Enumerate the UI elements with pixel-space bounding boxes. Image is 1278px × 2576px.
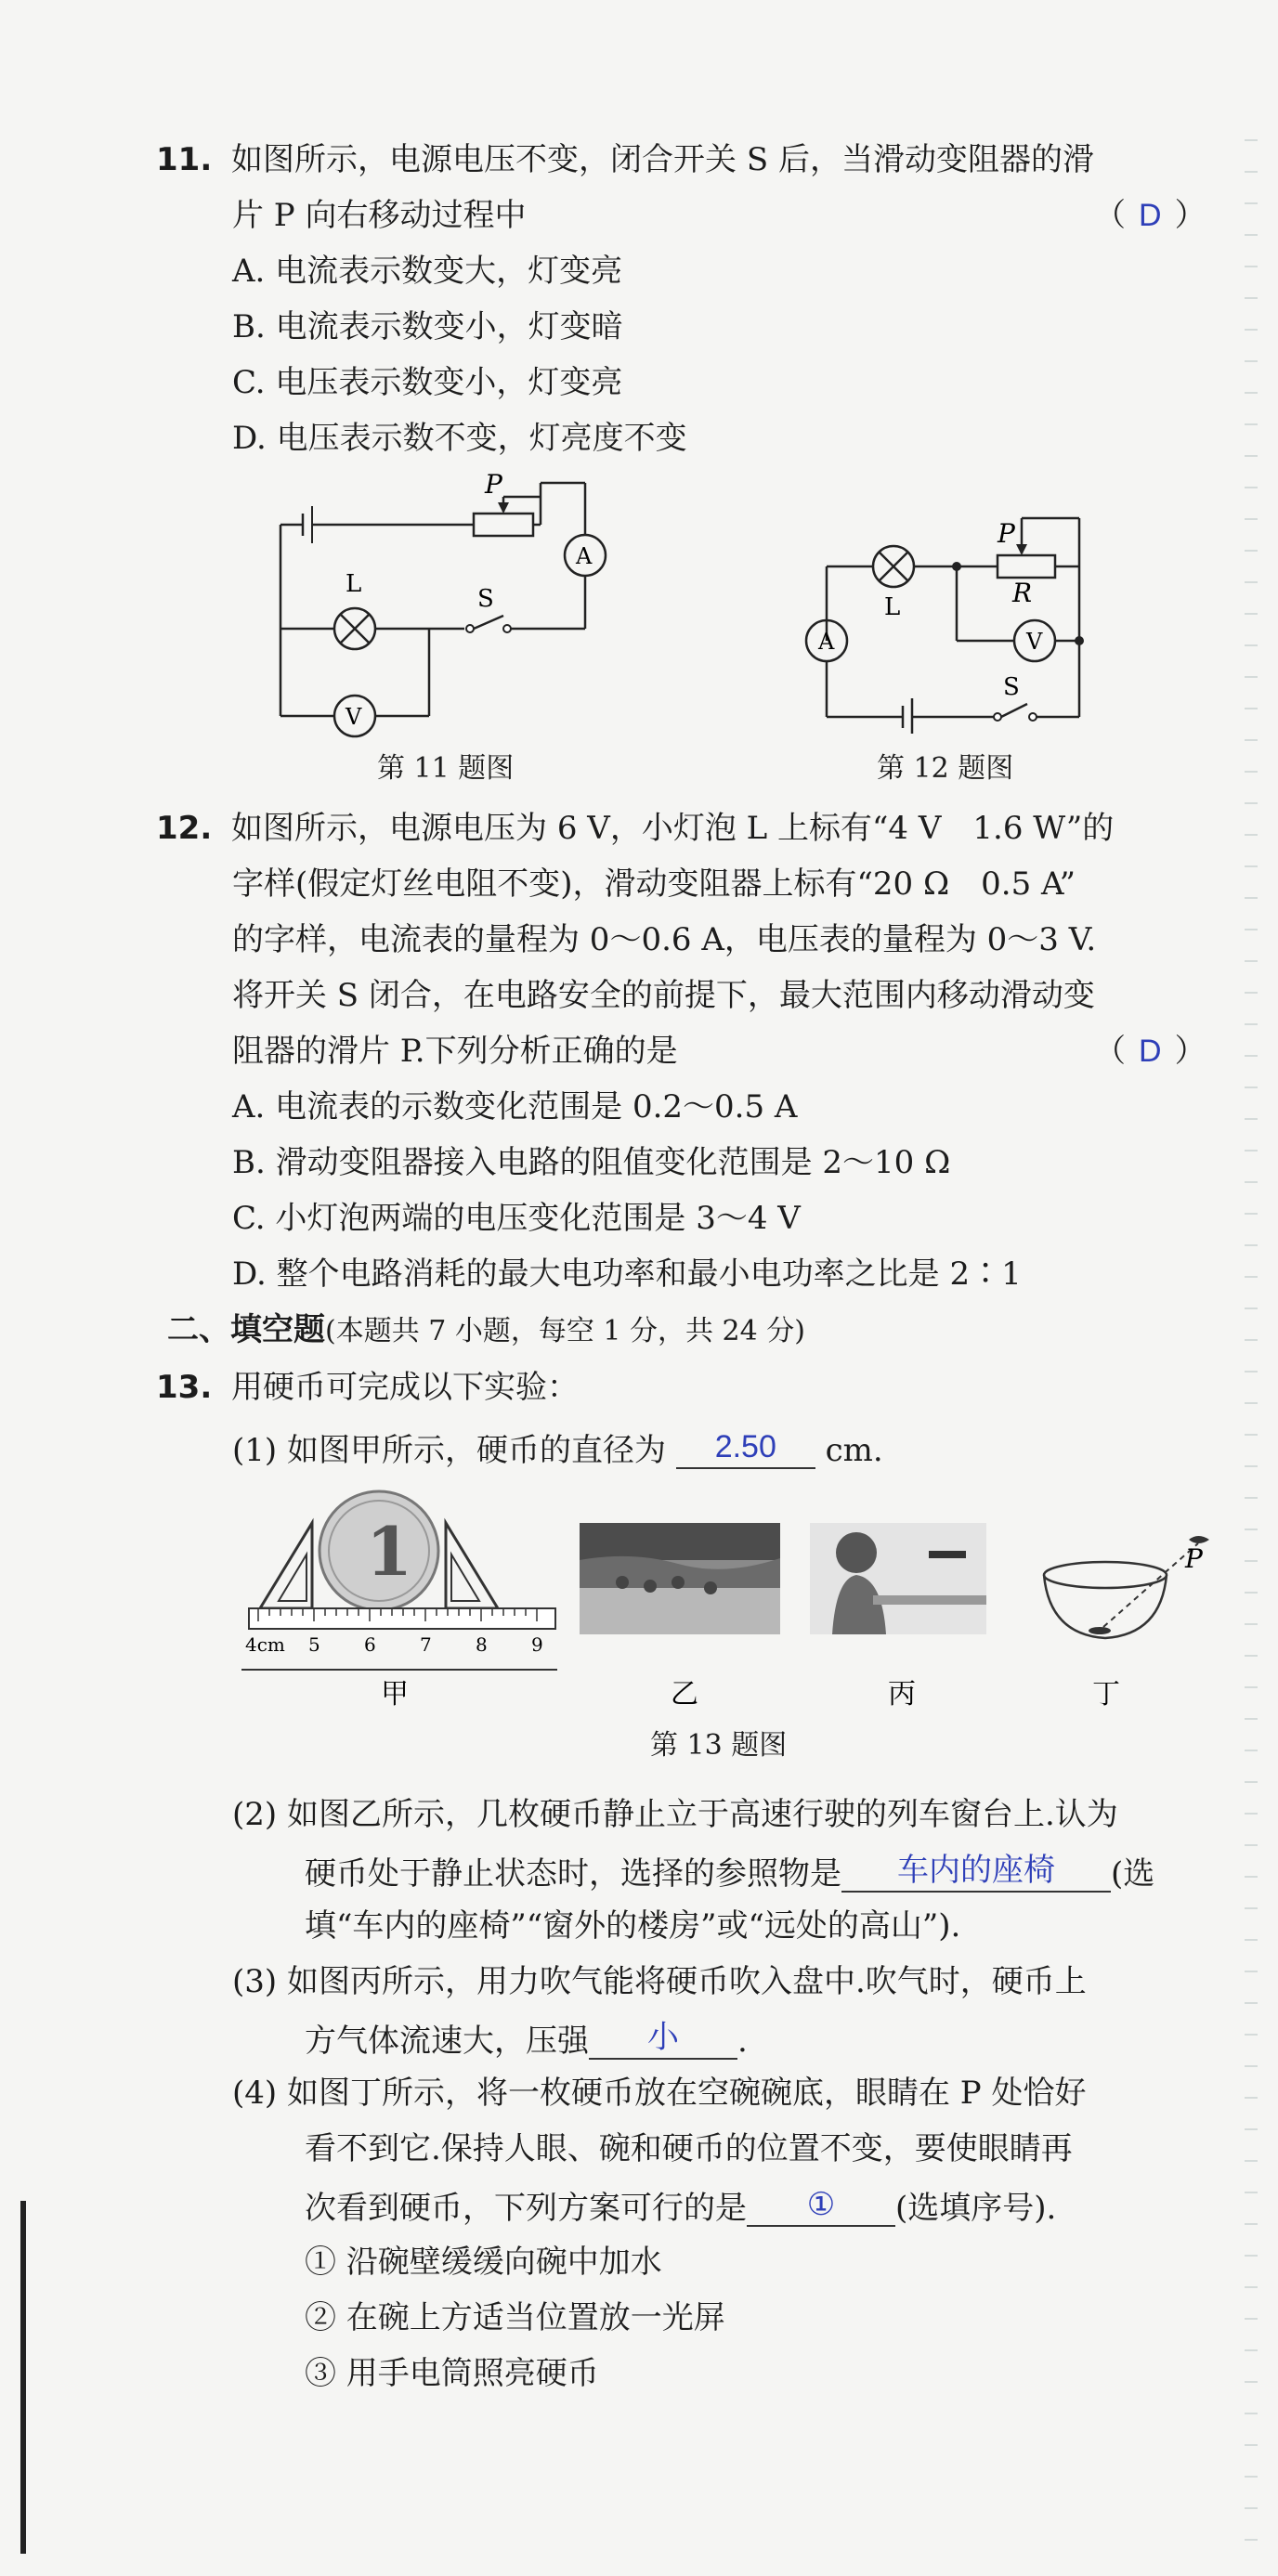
q11-label-p: P bbox=[485, 469, 502, 500]
q12-label-r: R bbox=[1012, 578, 1033, 608]
q12-line1 bbox=[156, 810, 1114, 847]
binding-edge bbox=[1245, 139, 1258, 2554]
svg-text:7: 7 bbox=[420, 1633, 432, 1656]
fig-bing-photo bbox=[810, 1523, 986, 1634]
q13-answer-4: ① bbox=[806, 2187, 836, 2222]
svg-text:6: 6 bbox=[364, 1633, 376, 1656]
q11-option-b: B. 电流表示数变小，灯变暗 bbox=[232, 308, 623, 345]
q13-figure bbox=[241, 1486, 1217, 1709]
q11-stem-2: 片 P 向右移动过程中 bbox=[232, 197, 527, 234]
section-2-header bbox=[167, 1311, 805, 1350]
q13-part4-line1: (4) 如图丁所示，将一枚硬币放在空碗碗底，眼睛在 P 处恰好 bbox=[232, 2075, 1087, 2112]
q11-line1 bbox=[156, 141, 1094, 178]
fig-ding-bowl bbox=[1044, 1536, 1209, 1638]
fig-label-yi: 乙 bbox=[671, 1678, 698, 1709]
q13-answer-1: 2.50 bbox=[714, 1429, 776, 1464]
q11-label-l: L bbox=[346, 570, 362, 598]
coin-denomination: 1 bbox=[366, 1512, 413, 1591]
fig-jia-ruler bbox=[241, 1491, 557, 1670]
q12-option-d: D. 整个电路消耗的最大电功率和最小电功率之比是 2∶1 bbox=[232, 1255, 1022, 1293]
q11-ammeter-label: A bbox=[576, 543, 593, 569]
svg-text:5: 5 bbox=[308, 1633, 320, 1656]
q11-answer: D bbox=[1139, 198, 1162, 233]
svg-text:8: 8 bbox=[476, 1633, 488, 1656]
q13-part1: (1) 如图甲所示，硬币的直径为 2.50 cm. bbox=[232, 1429, 883, 1469]
q12-stem-4: 将开关 S 闭合，在电路安全的前提下，最大范围内移动滑动变 bbox=[232, 977, 1095, 1014]
q11-voltmeter-label: V bbox=[346, 704, 362, 730]
q13-part4-line2: 看不到它.保持人眼、碗和硬币的位置不变，要使眼睛再 bbox=[305, 2130, 1073, 2167]
eye-point-label: P bbox=[1185, 1543, 1203, 1574]
q12-option-a: A. 电流表的示数变化范围是 0.2～0.5 A bbox=[232, 1088, 798, 1125]
svg-text:4cm: 4cm bbox=[245, 1633, 285, 1656]
q11-number: 11. bbox=[156, 141, 213, 178]
q13-part2-line1: (2) 如图乙所示，几枚硬币静止立于高速行驶的列车窗台上.认为 bbox=[232, 1796, 1118, 1833]
q12-stem-2: 字样(假定灯丝电阻不变)，滑动变阻器上标有“20 Ω 0.5 A” bbox=[232, 865, 1076, 903]
q12-stem-5: 阻器的滑片 P.下列分析正确的是 bbox=[232, 1033, 678, 1070]
q13-part2-line3: 填“车内的座椅”“窗外的楼房”或“远处的高山”). bbox=[305, 1907, 961, 1945]
q13-answer-2: 车内的座椅 bbox=[897, 1853, 1055, 1888]
q13-stem: 用硬币可完成以下实验： bbox=[231, 1369, 580, 1406]
q12-stem-3: 的字样，电流表的量程为 0～0.6 A，电压表的量程为 0～3 V. bbox=[232, 921, 1097, 958]
q12-answer-paren: （ D ） bbox=[1094, 1033, 1206, 1070]
q13-number: 13. bbox=[156, 1369, 213, 1406]
q12-answer: D bbox=[1139, 1034, 1162, 1069]
fig-label-jia: 甲 bbox=[381, 1678, 409, 1709]
q12-number: 12. bbox=[156, 810, 213, 847]
q12-voltmeter-label: V bbox=[1026, 629, 1043, 655]
q13-choice-2: ② 在碗上方适当位置放一光屏 bbox=[305, 2299, 725, 2336]
fig-yi-photo bbox=[580, 1523, 780, 1634]
fig-label-bing: 丙 bbox=[888, 1678, 916, 1709]
section-2-note: (本题共 7 小题，每空 1 分，共 24 分) bbox=[325, 1315, 805, 1347]
q13-choice-3: ③ 用手电筒照亮硬币 bbox=[305, 2355, 599, 2392]
svg-text:9: 9 bbox=[531, 1633, 543, 1656]
q13-part3-line1: (3) 如图丙所示，用力吹气能将硬币吹入盘中.吹气时，硬币上 bbox=[232, 1963, 1087, 2000]
q12-stem-1: 如图所示，电源电压为 6 V，小灯泡 L 上标有“4 V 1.6 W”的 bbox=[231, 810, 1115, 847]
q13-part4-line3: 次看到硬币，下列方案可行的是 ① (选填序号). bbox=[305, 2187, 1057, 2227]
q12-label-s: S bbox=[1003, 673, 1020, 701]
q12-circuit-diagram bbox=[799, 501, 1115, 734]
q13-part2-line2: 硬币处于静止状态时，选择的参照物是 车内的座椅 (选 bbox=[305, 1853, 1155, 1893]
q12-label-l: L bbox=[884, 593, 901, 621]
q11-option-a: A. 电流表示数变大，灯变亮 bbox=[232, 253, 623, 290]
q13-figure-caption: 第 13 题图 bbox=[650, 1729, 788, 1762]
q13-part3-line2: 方气体流速大，压强 小 . bbox=[305, 2020, 748, 2060]
q11-answer-paren: （ D ） bbox=[1094, 197, 1206, 234]
q12-label-p: P bbox=[998, 518, 1015, 549]
section-2-title: 二、填空题 bbox=[167, 1311, 325, 1348]
q12-figure-caption: 第 12 题图 bbox=[877, 752, 1014, 785]
q11-stem-1: 如图所示，电源电压不变，闭合开关 S 后，当滑动变阻器的滑 bbox=[231, 141, 1094, 178]
page-edge-mark bbox=[20, 2201, 26, 2554]
q11-option-c: C. 电压表示数变小，灯变亮 bbox=[232, 364, 623, 401]
q12-option-c: C. 小灯泡两端的电压变化范围是 3～4 V bbox=[232, 1200, 801, 1237]
q12-option-b: B. 滑动变阻器接入电路的阻值变化范围是 2～10 Ω bbox=[232, 1144, 951, 1181]
q13-line1 bbox=[156, 1369, 579, 1406]
fig-label-ding: 丁 bbox=[1092, 1678, 1120, 1709]
q11-figure-caption: 第 11 题图 bbox=[377, 752, 515, 785]
q13-choice-1: ① 沿碗壁缓缓向碗中加水 bbox=[305, 2244, 662, 2281]
q13-answer-3: 小 bbox=[647, 2020, 679, 2055]
q11-circuit-diagram bbox=[260, 469, 650, 748]
q12-ammeter-label: A bbox=[818, 629, 835, 655]
q11-option-d: D. 电压表示数不变，灯亮度不变 bbox=[232, 420, 687, 457]
q11-label-s: S bbox=[477, 585, 494, 613]
